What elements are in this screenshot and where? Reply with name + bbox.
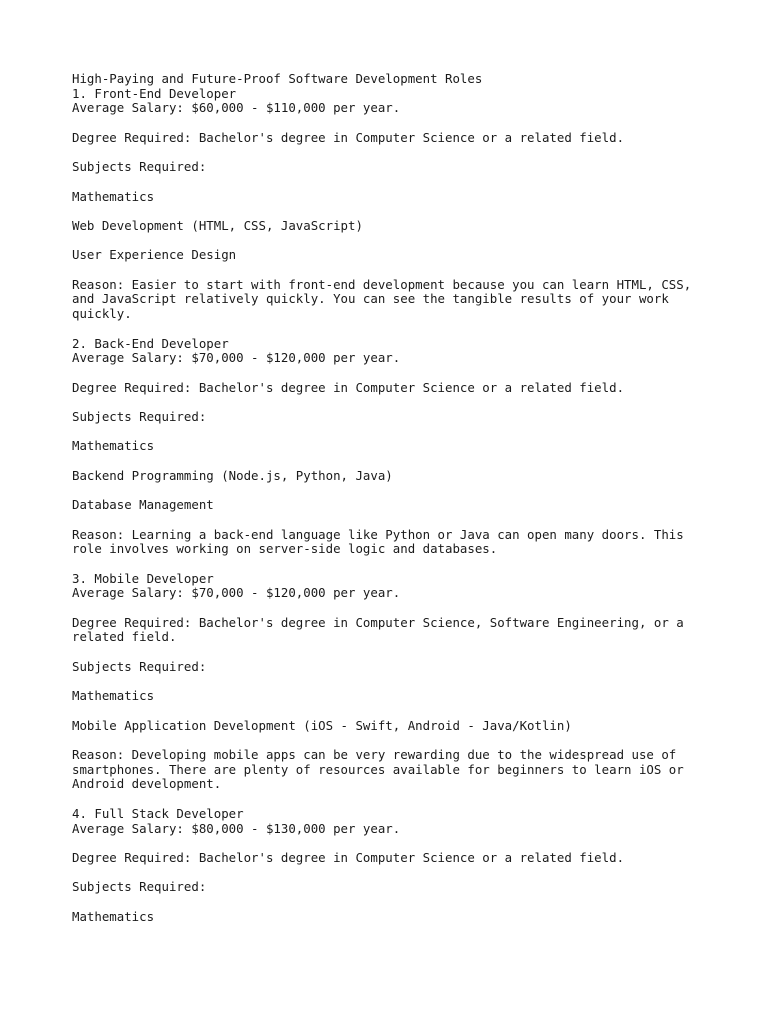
subjects-label: Subjects Required: [72,159,207,175]
role-reason: Reason: Developing mobile apps can be very rewarding due to the widespread use of [72,747,677,763]
subject-item: Mathematics [72,188,155,204]
role-reason: quickly. [72,306,132,322]
role-reason: and JavaScript relatively quickly. You can see the tangible results of your work [72,291,669,307]
role-reason: role involves working on server-side logic and databases. [72,541,498,557]
role-reason: Reason: Learning a back-end language like Python or Java can open many doors. This [72,526,684,542]
role-heading: 1. Front-End Developer [72,85,237,101]
role-degree: Degree Required: Bachelor's degree in Computer Science or a related field. [72,129,625,145]
subject-item: Database Management [72,497,214,513]
subject-item: User Experience Design [72,247,237,263]
role-reason: Android development. [72,776,222,792]
subjects-label: Subjects Required: [72,409,207,425]
role-reason: Reason: Easier to start with front-end development because you can learn HTML, CSS, [72,276,692,292]
role-salary: Average Salary: $70,000 - $120,000 per year. [72,350,401,366]
role-degree: related field. [72,629,177,645]
role-heading: 3. Mobile Developer [72,570,214,586]
role-section-full-stack [72,807,712,925]
subject-item: Mobile Application Development (iOS - Swift, Android - Java/Kotlin) [72,717,572,733]
subjects-label: Subjects Required: [72,658,207,674]
subjects-label: Subjects Required: [72,879,207,895]
document-page [72,72,712,924]
role-section-back-end [72,337,712,572]
subject-item: Web Development (HTML, CSS, JavaScript) [72,217,363,233]
role-salary: Average Salary: $70,000 - $120,000 per year. [72,585,401,601]
document-title: High-Paying and Future-Proof Software Development Roles [72,71,483,86]
role-section-front-end [72,87,712,337]
role-reason: smartphones. There are plenty of resources available for beginners to learn iOS or [72,761,684,777]
role-degree: Degree Required: Bachelor's degree in Computer Science, Software Engineering, or a [72,614,684,630]
subject-item: Mathematics [72,438,155,454]
subject-item: Mathematics [72,908,155,924]
role-salary: Average Salary: $80,000 - $130,000 per year. [72,820,401,836]
role-section-mobile [72,572,712,807]
role-heading: 2. Back-End Developer [72,335,229,351]
role-degree: Degree Required: Bachelor's degree in Computer Science or a related field. [72,849,625,865]
subject-item: Mathematics [72,688,155,704]
role-salary: Average Salary: $60,000 - $110,000 per year. [72,100,401,116]
role-heading: 4. Full Stack Developer [72,805,244,821]
role-degree: Degree Required: Bachelor's degree in Computer Science or a related field. [72,379,625,395]
subject-item: Backend Programming (Node.js, Python, Java) [72,467,393,483]
